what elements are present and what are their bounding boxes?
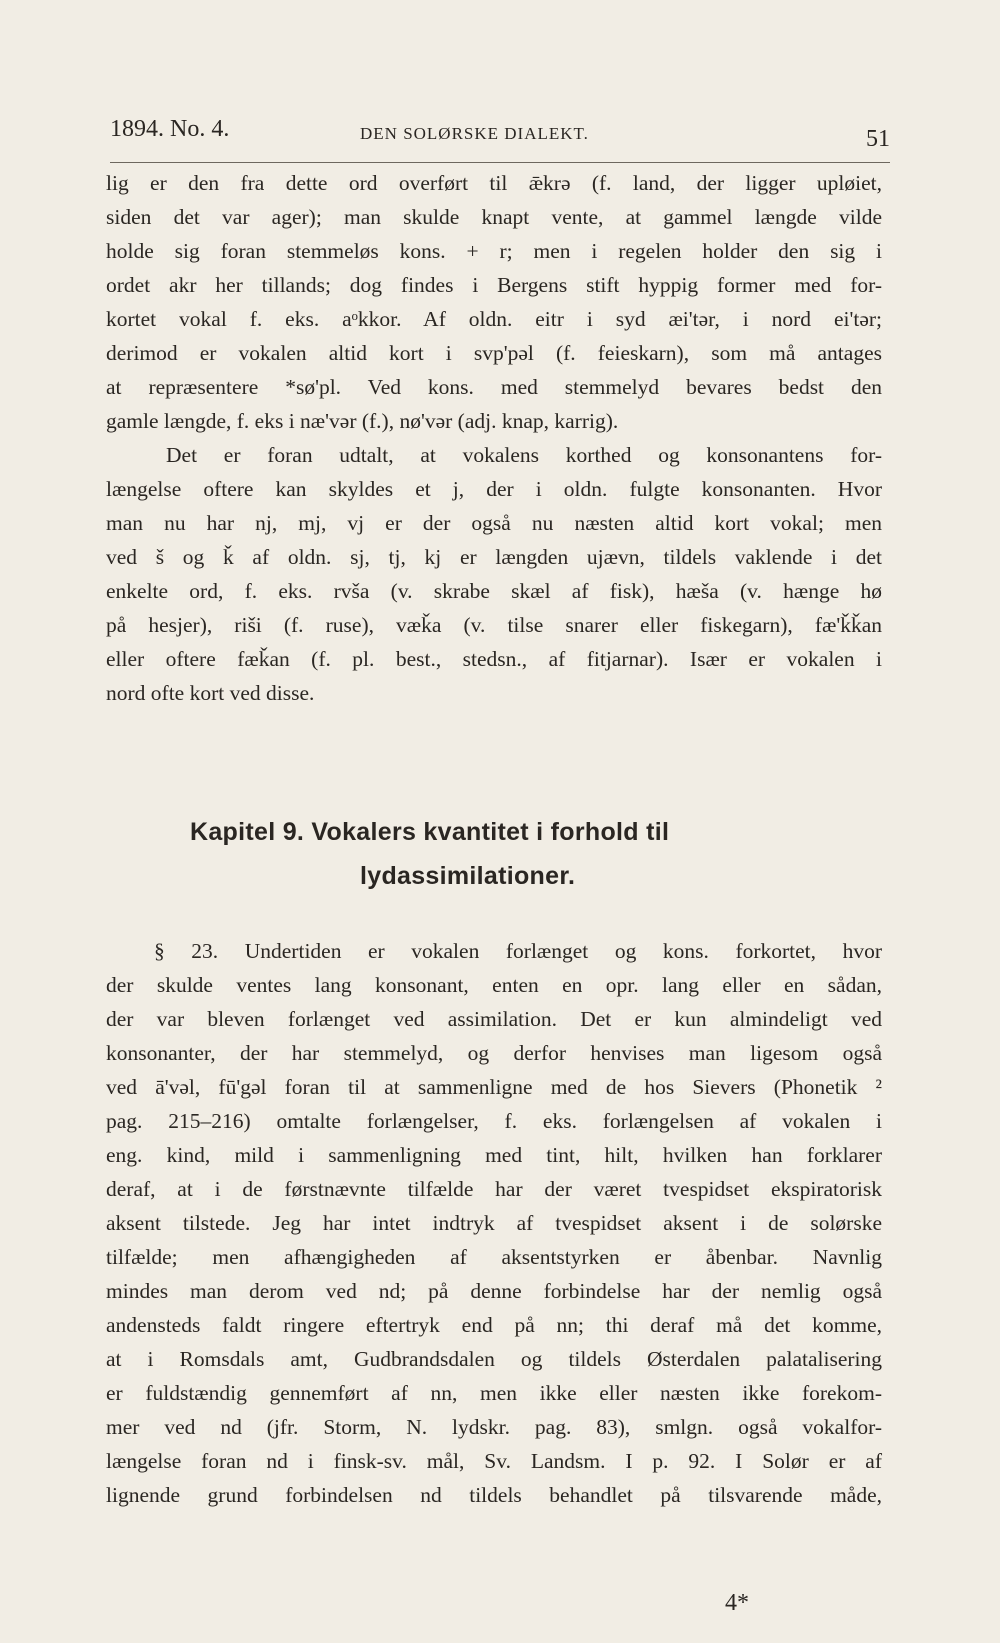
text-line: gamle længde, f. eks i næ'vər (f.), nø'vər (adj. knap, karrig). [106, 409, 619, 433]
text-line: eller oftere fæǩan (f. pl. best., stedsn., af fitjarnar). Især er vokalen i [106, 647, 882, 671]
text-line: at i Romsdals amt, Gudbrandsdalen og tildels Østerdalen palatalisering [106, 1347, 882, 1371]
text-line: at repræsentere *sø'pl. Ved kons. med stemmelyd bevares bedst den [106, 375, 882, 399]
text-line: § 23. Undertiden er vokalen forlænget og kons. forkortet, hvor [154, 939, 882, 963]
text-line: deraf, at i de førstnævnte tilfælde har der været tvespidset ekspiratorisk [106, 1177, 882, 1201]
header-title: DEN SOLØRSKE DIALEKT. [360, 124, 589, 143]
text-line: ved š og ǩ af oldn. sj, tj, kj er længden ujævn, tildels vaklende i det [106, 545, 882, 569]
text-line: konsonanter, der har stemmelyd, og derfor henvises man ligesom også [106, 1041, 882, 1065]
text-line: længelse oftere kan skyldes et j, der i oldn. fulgte konsonanten. Hvor [106, 477, 882, 501]
page-number: 51 [866, 126, 890, 152]
text-line: der skulde ventes lang konsonant, enten en opr. lang eller en sådan, [106, 973, 882, 997]
text-line: mer ved nd (jfr. Storm, N. lydskr. pag. 83), smlgn. også vokalfor- [106, 1415, 882, 1439]
chapter-title-line-1: Kapitel 9. Vokalers kvantitet i forhold til [190, 818, 670, 846]
text-line: på hesjer), riši (f. ruse), væǩa (v. tilse snarer eller fiskegarn), fæ'ǩǩan [106, 613, 882, 637]
paragraph-1 [106, 166, 882, 438]
paragraph-3 [106, 934, 882, 1512]
text-line: mindes man derom ved nd; på denne forbindelse har der nemlig også [106, 1279, 882, 1303]
text-line: længelse foran nd i finsk-sv. mål, Sv. Landsm. I p. 92. I Solør er af [106, 1449, 882, 1473]
text-line: andensteds faldt ringere eftertryk end på nn; thi deraf må det komme, [106, 1313, 882, 1337]
text-line: holde sig foran stemmeløs kons. + r; men i regelen holder den sig i [106, 239, 882, 263]
text-line: ved ā'vəl, fū'gəl foran til at sammenligne med de hos Sievers (Phonetik ² [106, 1075, 882, 1099]
text-line: der var bleven forlænget ved assimilation. Det er kun almindeligt ved [106, 1007, 882, 1031]
text-line: tilfælde; men afhængigheden af aksentstyrken er åbenbar. Navnlig [106, 1245, 882, 1269]
text-line: Det er foran udtalt, at vokalens korthed og konsonantens for- [166, 443, 882, 467]
text-line: ordet akr her tillands; dog findes i Bergens stift hyppig former med for- [106, 273, 882, 297]
text-line: derimod er vokalen altid kort i svp'pəl (f. feieskarn), som må antages [106, 341, 882, 365]
text-line: lignende grund forbindelsen nd tildels behandlet på tilsvarende måde, [106, 1483, 882, 1507]
text-line: kortet vokal f. eks. aᵒkkor. Af oldn. eitr i syd æi'tər, i nord ei'tər; [106, 307, 882, 331]
text-line: lig er den fra dette ord overført til ǣkrə (f. land, der ligger upløiet, [106, 171, 882, 195]
text-line: nord ofte kort ved disse. [106, 681, 315, 705]
text-line: man nu har nj, mj, vj er der også nu næsten altid kort vokal; men [106, 511, 882, 535]
text-line: siden det var ager); man skulde knapt vente, at gammel længde vilde [106, 205, 882, 229]
text-line: enkelte ord, f. eks. rvša (v. skrabe skæl af fisk), hæša (v. hænge hø [106, 579, 882, 603]
signature-mark: 4* [725, 1590, 749, 1616]
header-volume: 1894. No. 4. [110, 116, 230, 142]
running-header [110, 112, 890, 163]
text-line: aksent tilstede. Jeg har intet indtryk af tvespidset aksent i de solørske [106, 1211, 882, 1235]
text-line: pag. 215–216) omtalte forlængelser, f. eks. forlængelsen af vokalen i [106, 1109, 882, 1133]
paragraph-2 [106, 438, 882, 710]
text-line: er fuldstændig gennemført af nn, men ikke eller næsten ikke forekom- [106, 1381, 882, 1405]
chapter-title-line-2: lydassimilationer. [360, 862, 576, 890]
text-line: eng. kind, mild i sammenligning med tint, hilt, hvilken han forklarer [106, 1143, 882, 1167]
